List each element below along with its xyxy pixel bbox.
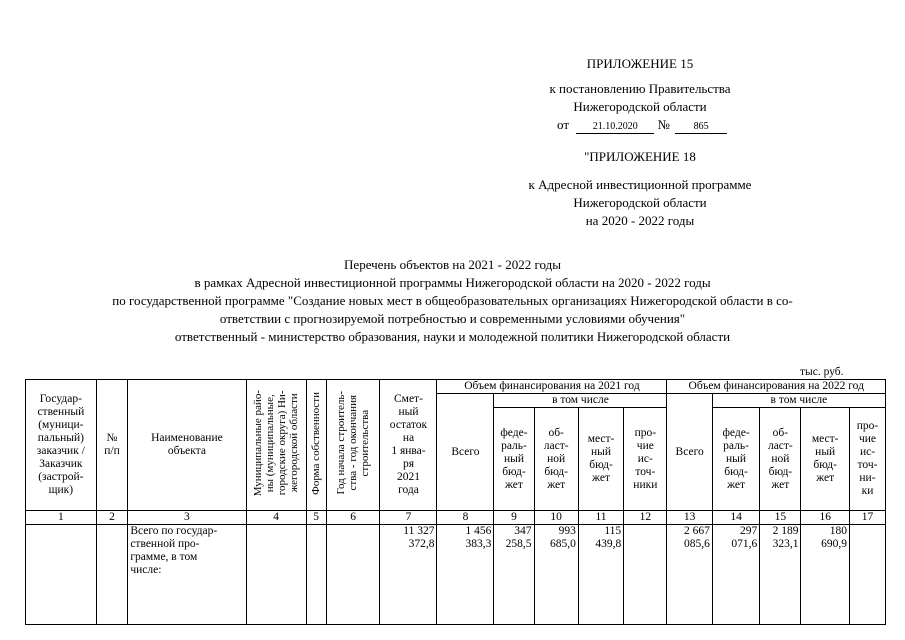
col-number: 8	[437, 511, 494, 525]
local-2022: 180 690,9	[801, 525, 850, 625]
col-number: 17	[849, 511, 885, 525]
total-years	[326, 525, 380, 625]
header-object-name: Наименование объекта	[128, 380, 246, 511]
col-number: 3	[128, 511, 246, 525]
total-2022: 2 667 085,6	[667, 525, 712, 625]
header-other-2021: про- чие ис- точ- ники	[624, 408, 667, 511]
header-federal-2021: феде- раль- ный бюд- жет	[494, 408, 534, 511]
table-row-total	[26, 525, 886, 625]
col-number: 7	[380, 511, 437, 525]
header-incl-2022: в том числе	[712, 394, 885, 408]
header-municipal: Муниципальные райо- ны (муниципальные, городские округа) Ни- жегородской области	[252, 389, 301, 497]
resolution-date-line	[557, 116, 757, 134]
document-title-line-2: в рамках Адресной инвестиционной программы Нижегородской области на 2020 - 2022 годы	[194, 275, 711, 290]
program-years: на 2020 - 2022 годы	[585, 213, 695, 228]
header-local-2021: мест- ный бюд- жет	[578, 408, 623, 511]
col-number: 14	[712, 511, 759, 525]
col-number: 1	[26, 511, 97, 525]
total-name: Всего по государ- ственной про- грамме, в том числе:	[128, 525, 246, 625]
col-number: 10	[534, 511, 578, 525]
total-num	[96, 525, 128, 625]
header-incl-2021: в том числе	[494, 394, 667, 408]
header-federal-2022: феде- раль- ный бюд- жет	[712, 408, 759, 511]
header-years: Год начала строитель- ства - год окончания строительства	[335, 391, 372, 495]
col-number: 6	[326, 511, 380, 525]
total-customer	[26, 525, 97, 625]
header-local-2022: мест- ный бюд- жет	[801, 408, 850, 511]
header-years-cell	[326, 380, 380, 511]
header-other-2022: про- чие ис- точ- ни- ки	[849, 408, 885, 511]
col-number: 11	[578, 511, 623, 525]
header-municipal-cell	[246, 380, 306, 511]
document-title-line-4: ответствии с прогнозируемой потребностью и современными условиями обучения"	[219, 311, 686, 326]
objects-table	[25, 379, 886, 625]
appendix-15-heading: ПРИЛОЖЕНИЕ 15	[586, 56, 694, 71]
appendix-18-heading: "ПРИЛОЖЕНИЕ 18	[584, 149, 696, 164]
col-number: 4	[246, 511, 306, 525]
resolution-reference: к постановлению Правительства	[549, 81, 731, 96]
header-fin-2022: Объем финансирования на 2022 год	[667, 380, 886, 394]
col-number: 12	[624, 511, 667, 525]
number-label: №	[657, 117, 670, 132]
col-number: 9	[494, 511, 534, 525]
header-estimate: Смет- ный остаток на 1 янва- ря 2021 года	[380, 380, 437, 511]
header-customer: Государ- ственный (муници- пальный) заказчик / Заказчик (застрой- щик)	[26, 380, 97, 511]
col-number: 16	[801, 511, 850, 525]
other-2021	[624, 525, 667, 625]
header-ownership-cell	[306, 380, 326, 511]
header-fin-2021: Объем финансирования на 2021 год	[437, 380, 667, 394]
document-title-line-1: Перечень объектов на 2021 - 2022 годы	[344, 257, 561, 272]
resolution-date: 21.10.2020	[576, 121, 654, 134]
col-number: 13	[667, 511, 712, 525]
program-region: Нижегородской области	[573, 195, 707, 210]
header-regional-2021: об- ласт- ной бюд- жет	[534, 408, 578, 511]
total-municipal	[246, 525, 306, 625]
header-ownership: Форма собственности	[310, 391, 323, 495]
resolution-region: Нижегородской области	[573, 99, 707, 114]
col-number: 2	[96, 511, 128, 525]
units-label: тыс. руб.	[800, 366, 844, 378]
col-number: 5	[306, 511, 326, 525]
col-number: 15	[760, 511, 801, 525]
header-total-2022: Всего	[667, 394, 712, 511]
header-total-2021: Всего	[437, 394, 494, 511]
document-title-line-3: по государственной программе "Создание новых мест в общеобразовательных организациях Нижегородской области в со-	[112, 293, 793, 308]
document-title-line-5: ответственный - министерство образования, науки и молодежной политики Нижегородской области	[174, 329, 731, 344]
regional-2022: 2 189 323,1	[760, 525, 801, 625]
column-numbers-row	[26, 511, 886, 525]
federal-2022: 297 071,6	[712, 525, 759, 625]
total-ownership	[306, 525, 326, 625]
header-regional-2022: об- ласт- ной бюд- жет	[760, 408, 801, 511]
resolution-number: 865	[675, 121, 727, 134]
total-2021: 1 456 383,3	[437, 525, 494, 625]
header-num: № п/п	[96, 380, 128, 511]
local-2021: 115 439,8	[578, 525, 623, 625]
from-label: от	[557, 117, 570, 132]
total-estimate: 11 327 372,8	[380, 525, 437, 625]
other-2022	[849, 525, 885, 625]
regional-2021: 993 685,0	[534, 525, 578, 625]
program-reference: к Адресной инвестиционной программе	[528, 177, 752, 192]
federal-2021: 347 258,5	[494, 525, 534, 625]
